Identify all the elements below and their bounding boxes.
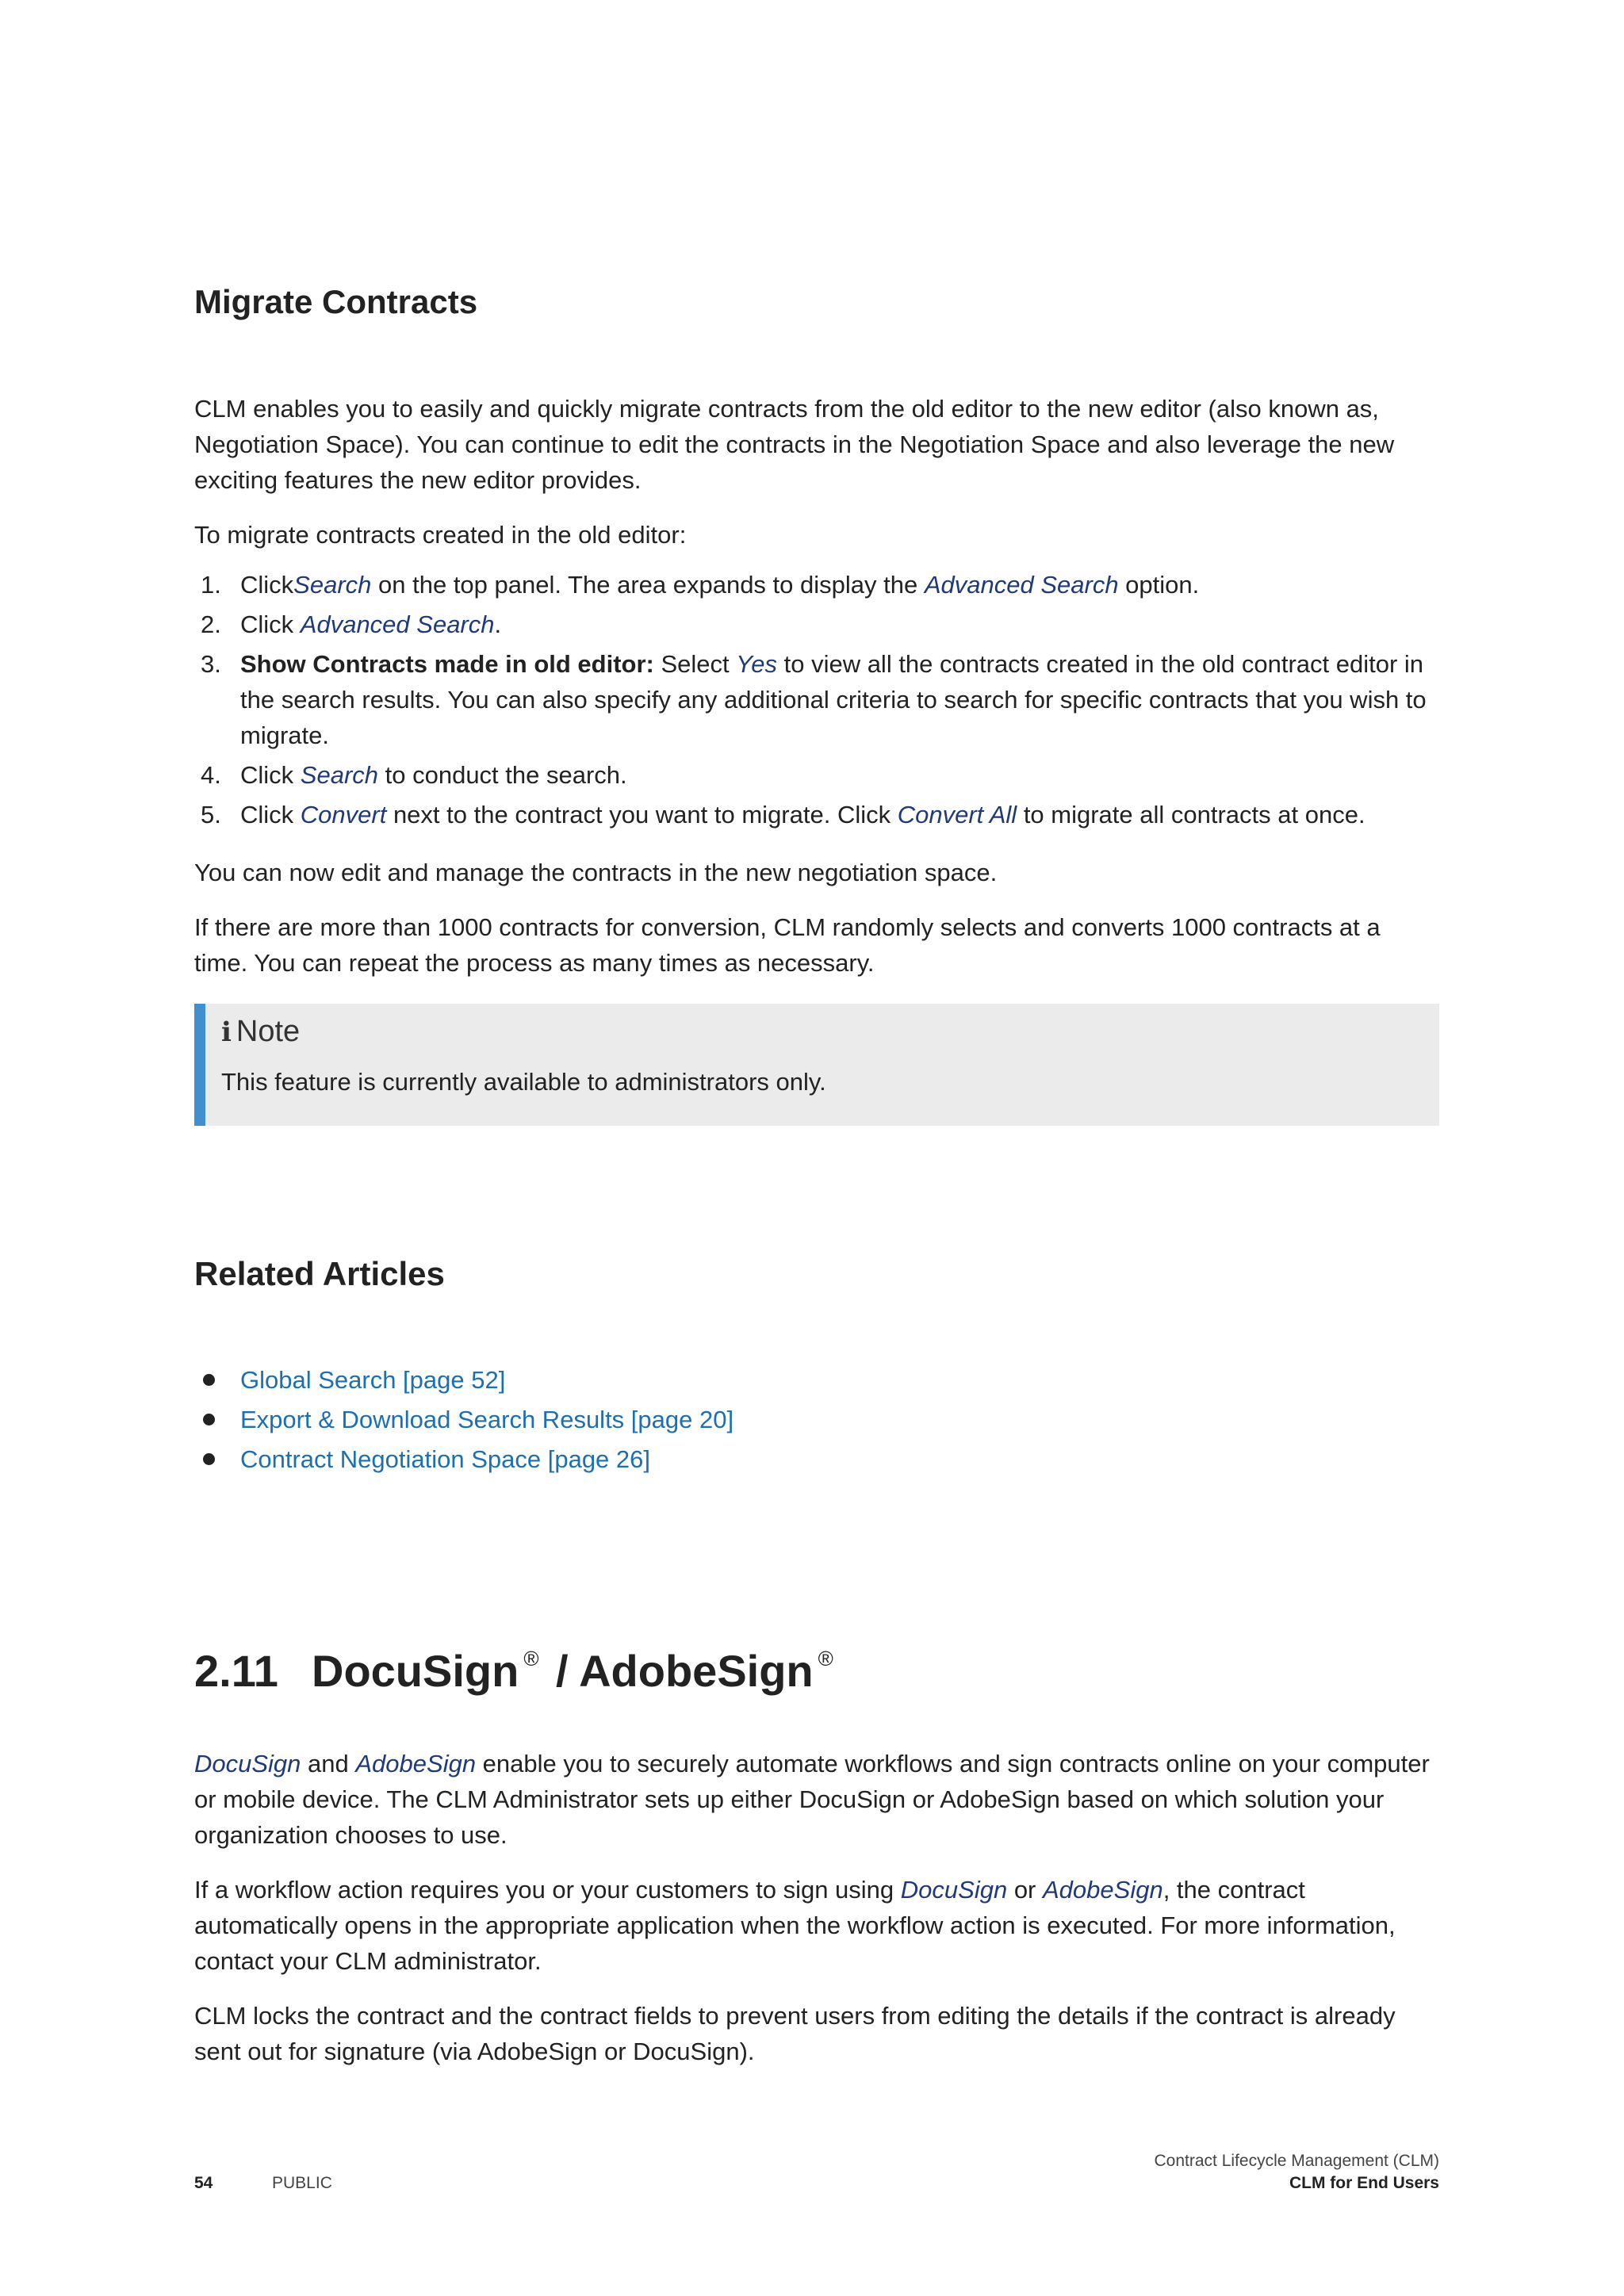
ui-term-adobesign: AdobeSign bbox=[355, 1750, 477, 1777]
ui-term-advanced-search: Advanced Search bbox=[300, 610, 495, 638]
paragraph-text: If a workflow action requires you or your customers to sign using bbox=[194, 1876, 901, 1904]
lock-contract-paragraph: CLM locks the contract and the contract fields to prevent users from editing the details if the contract is already sent out for signature (via AdobeSign or DocuSign). bbox=[194, 2002, 1396, 2065]
step-text: on the top panel. The area expands to display the bbox=[371, 571, 925, 599]
note-title: Note bbox=[236, 1015, 301, 1048]
list-item bbox=[194, 1402, 1439, 1437]
step-bold-label: Show Contracts made in old editor: bbox=[240, 650, 654, 678]
step-number: 2. bbox=[201, 610, 221, 638]
steps-lead: To migrate contracts created in the old editor: bbox=[194, 521, 687, 549]
step-text: Select bbox=[653, 650, 737, 678]
ui-term-adobesign: AdobeSign bbox=[1043, 1876, 1163, 1904]
step-5 bbox=[194, 797, 1439, 832]
workflow-sign-paragraph bbox=[194, 1872, 1439, 1979]
footer-doc-info bbox=[1155, 2150, 1439, 2195]
chapter-title-docusign: DocuSign bbox=[312, 1646, 519, 1696]
ui-term-advanced-search: Advanced Search bbox=[924, 571, 1119, 599]
step-4 bbox=[194, 757, 1439, 793]
chapter-heading bbox=[194, 1633, 1439, 1697]
paragraph-text: , the contract automatically opens in the appropriate application when the workflow action is executed. For more information, contact your CLM administrator. bbox=[194, 1876, 1396, 1975]
ui-term-search: Search bbox=[293, 571, 372, 599]
chapter-title-separator: / bbox=[543, 1646, 580, 1696]
list-item bbox=[194, 1441, 1439, 1477]
bullet-icon bbox=[203, 1414, 215, 1425]
note-header bbox=[221, 1010, 300, 1054]
step-number: 4. bbox=[201, 761, 221, 789]
chapter-number: 2.11 bbox=[194, 1646, 278, 1696]
intro-paragraph: CLM enables you to easily and quickly migrate contracts from the old editor to the new editor (also known as, Negotiation Space). You can continue to edit the contracts in the Negotiation Space and also leverage the new exciting features the new editor provides. bbox=[194, 395, 1395, 494]
page-number: 54 bbox=[194, 2174, 213, 2192]
step-text: Click bbox=[240, 801, 301, 828]
step-number: 1. bbox=[201, 571, 221, 599]
link-global-search[interactable]: Global Search [page 52] bbox=[240, 1366, 506, 1394]
ui-term-yes: Yes bbox=[736, 650, 777, 678]
paragraph-text: and bbox=[301, 1750, 356, 1777]
registered-mark: ® bbox=[523, 1647, 539, 1670]
paragraph-text: or bbox=[1007, 1876, 1043, 1904]
registered-mark: ® bbox=[818, 1647, 833, 1670]
docusign-intro-paragraph bbox=[194, 1746, 1439, 1853]
link-export-download[interactable]: Export & Download Search Results [page 20] bbox=[240, 1406, 734, 1433]
note-body: This feature is currently available to administrators only. bbox=[221, 1068, 826, 1096]
bullet-icon bbox=[203, 1453, 215, 1465]
paragraph-text: enable you to securely automate workflows and sign contracts online on your computer or mobile device. The CLM Administrator sets up either DocuSign or AdobeSign based on which solution your organization chooses to use. bbox=[194, 1750, 1430, 1849]
conversion-limit-paragraph: If there are more than 1000 contracts for conversion, CLM randomly selects and converts 1000 contracts at a time. You can repeat the process as many times as necessary. bbox=[194, 913, 1381, 977]
step-1 bbox=[194, 567, 1439, 603]
step-text: to view all the contracts created in the old contract editor in the search results. You can also specify any additional criteria to search for specific contracts that you wish to migrate. bbox=[240, 650, 1427, 749]
step-text: next to the contract you want to migrate. Click bbox=[386, 801, 898, 828]
step-text: option. bbox=[1118, 571, 1200, 599]
step-3 bbox=[194, 646, 1439, 753]
ui-term-search: Search bbox=[300, 761, 379, 789]
step-2 bbox=[194, 607, 1439, 642]
step-text: Click bbox=[240, 610, 301, 638]
step-text: to conduct the search. bbox=[378, 761, 627, 789]
section-title-related-articles: Related Articles bbox=[194, 1255, 445, 1292]
step-text: Click bbox=[240, 761, 301, 789]
classification-label: PUBLIC bbox=[272, 2174, 332, 2192]
list-item bbox=[194, 1362, 1439, 1398]
ui-term-docusign: DocuSign bbox=[194, 1750, 301, 1777]
ui-term-convert: Convert bbox=[300, 801, 387, 828]
note-box bbox=[194, 1004, 1439, 1126]
migration-steps bbox=[194, 567, 1439, 836]
step-text: to migrate all contracts at once. bbox=[1017, 801, 1365, 828]
footer-doc-title: Contract Lifecycle Management (CLM) bbox=[1154, 2152, 1439, 2170]
footer-doc-subtitle: CLM for End Users bbox=[1289, 2174, 1439, 2192]
step-text: Click bbox=[240, 571, 294, 599]
bullet-icon bbox=[203, 1374, 215, 1386]
section-title-migrate-contracts: Migrate Contracts bbox=[194, 283, 478, 320]
info-icon: i bbox=[221, 1016, 232, 1048]
step-number: 3. bbox=[201, 650, 221, 678]
after-steps-paragraph: You can now edit and manage the contracts in the new negotiation space. bbox=[194, 859, 998, 886]
chapter-title-adobesign: AdobeSign bbox=[579, 1646, 814, 1696]
ui-term-docusign: DocuSign bbox=[900, 1876, 1008, 1904]
related-articles-list bbox=[194, 1362, 1439, 1481]
link-contract-negotiation-space[interactable]: Contract Negotiation Space [page 26] bbox=[240, 1445, 651, 1473]
step-text: . bbox=[494, 610, 502, 638]
step-number: 5. bbox=[201, 801, 221, 828]
ui-term-convert-all: Convert All bbox=[897, 801, 1017, 828]
